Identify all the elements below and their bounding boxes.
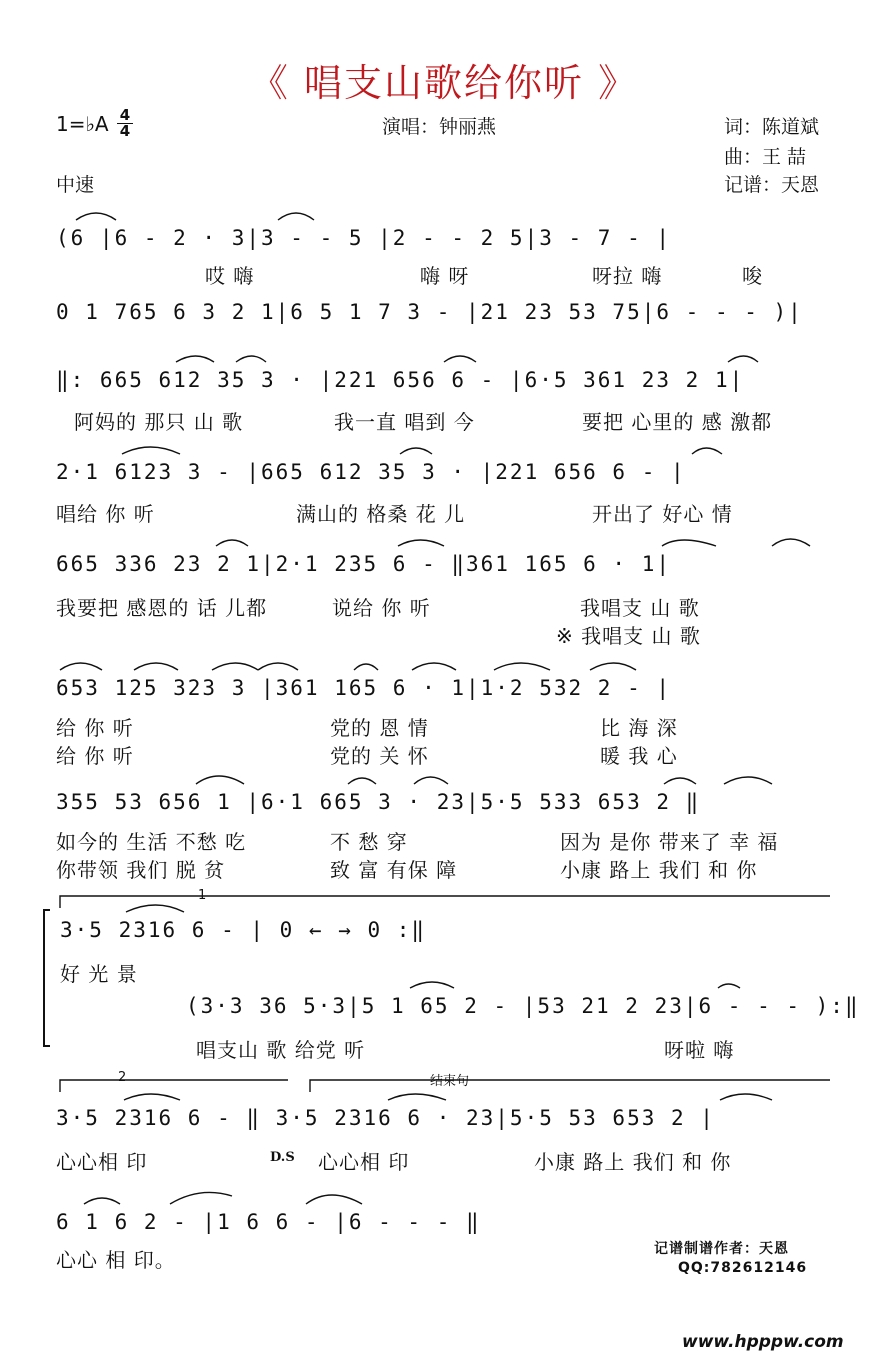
lyric-word: 唱支山 歌 给党 听	[196, 1038, 366, 1062]
slur-mark	[134, 663, 178, 670]
lyric-word: 我要把 感恩的 话 儿都	[56, 596, 268, 620]
slur-mark	[170, 1192, 232, 1204]
notation-line: 3·5 2316 6 - | 0 ← → 0 :‖	[60, 918, 427, 942]
slur-mark	[718, 984, 740, 988]
notation-line: 665 336 23 2 1|2·1 235 6 - ‖361 165 6 · 1|	[56, 552, 672, 576]
volta-bracket	[60, 896, 830, 908]
lyric-word: 给 你 听	[56, 716, 134, 740]
slur-mark	[278, 213, 314, 220]
lyric-word: 唆	[742, 264, 763, 288]
slur-mark	[414, 777, 448, 784]
lyric-word: 致 富 有保 障	[330, 858, 458, 882]
volta-1-number: 1	[198, 888, 207, 903]
notation-line: 3·5 2316 6 - ‖ 3·5 2316 6 · 23|5·5 53 653 2 |	[56, 1106, 715, 1130]
slur-mark	[412, 663, 456, 670]
slur-mark	[176, 356, 214, 362]
lyric-word: 嗨 呀	[420, 264, 470, 288]
lyric-word: 心心相 印	[318, 1150, 410, 1174]
slur-mark	[76, 213, 116, 220]
page-title: 《 唱支山歌给你听 》	[249, 61, 639, 105]
lyric-word: 党的 关 怀	[330, 744, 429, 768]
slur-mark	[664, 778, 696, 784]
lyric-word: 暖 我 心	[600, 744, 678, 768]
singer-credit: 演唱：钟丽燕	[382, 116, 497, 138]
tempo-marking: 中速	[56, 174, 95, 196]
lyric-word: 说给 你 听	[332, 596, 431, 620]
notation-line: ‖: 665 612 35 3 · |221 656 6 - |6·5 361 23 2 1|	[56, 368, 745, 392]
footer-qq: QQ:782612146	[678, 1260, 808, 1276]
slur-mark	[772, 539, 810, 546]
slur-mark	[662, 540, 716, 546]
lyric-word: 好 光 景	[60, 962, 138, 986]
slur-mark	[398, 540, 444, 546]
slur-mark	[122, 447, 180, 454]
slur-mark	[354, 664, 378, 670]
lyric-word: 党的 恩 情	[330, 716, 429, 740]
slur-mark	[692, 448, 722, 454]
transcriber-credit: 记谱：天恩	[724, 174, 820, 196]
lyric-word: 开出了 好心 情	[592, 502, 733, 526]
slur-mark	[724, 777, 772, 784]
lyric-word: 心心相 印	[56, 1150, 148, 1174]
lyric-word: 因为 是你 带来了 幸 福	[560, 830, 779, 854]
composer-credit: 曲：王 喆	[724, 146, 807, 168]
slur-mark	[590, 663, 636, 670]
volta-bracket	[60, 1080, 288, 1092]
time-signature-top: 4	[119, 106, 131, 124]
footer-website: www.hpppw.com	[682, 1332, 844, 1352]
lyric-word: 呀拉 嗨	[592, 264, 663, 288]
lyric-word: 比 海 深	[600, 716, 678, 740]
lyric-word: 满山的 格桑 花 儿	[296, 502, 466, 526]
notation-line: 2·1 6123 3 - |665 612 35 3 · |221 656 6 - |	[56, 460, 686, 484]
lyric-word: 小康 路上 我们 和 你	[534, 1150, 732, 1174]
volta-2-number: 2	[118, 1070, 127, 1085]
notation-line: 0 1 765 6 3 2 1|6 5 1 7 3 - |21 23 53 75|6 - - - )|	[56, 300, 803, 324]
volta-bracket	[310, 1080, 830, 1092]
slur-mark	[494, 663, 550, 670]
notation-line: 6 1 6 2 - |1 6 6 - |6 - - - ‖	[56, 1210, 481, 1234]
slur-mark	[60, 663, 102, 670]
slur-mark	[216, 540, 248, 546]
slur-mark	[196, 776, 244, 784]
lyric-word: 你带领 我们 脱 贫	[56, 858, 226, 882]
lyric-word: 心心 相 印。	[56, 1248, 176, 1272]
lyric-word: ※ 我唱支 山 歌	[556, 624, 701, 648]
lyric-word: 要把 心里的 感 激都	[582, 410, 773, 434]
notation-line: (3·3 36 5·3|5 1 65 2 - |53 21 2 23|6 - - - ):‖	[186, 994, 860, 1018]
slur-mark	[124, 1094, 180, 1100]
key-signature: 1=♭A	[56, 112, 109, 136]
slur-mark	[348, 778, 376, 784]
lyric-word: 我唱支 山 歌	[580, 596, 700, 620]
slur-mark	[126, 905, 184, 912]
slur-mark	[212, 663, 258, 670]
slur-mark	[306, 1195, 362, 1204]
footer-credit: 记谱制谱作者：天恩	[654, 1241, 789, 1257]
slur-mark	[258, 663, 298, 670]
lyric-word: 呀啦 嗨	[664, 1038, 735, 1062]
slur-mark	[84, 1198, 120, 1204]
notation-line: 355 53 656 1 |6·1 665 3 · 23|5·5 533 653 2 ‖	[56, 790, 701, 814]
slur-mark	[728, 356, 758, 362]
lyric-word: 我一直 唱到 今	[334, 410, 475, 434]
slur-mark	[236, 356, 266, 362]
time-signature-bottom: 4	[117, 123, 133, 139]
slur-mark	[410, 982, 454, 988]
lyric-word: 不 愁 穿	[330, 830, 408, 854]
lyric-word: 阿妈的 那只 山 歌	[74, 410, 244, 434]
slur-mark	[400, 448, 432, 454]
slur-mark	[444, 356, 476, 362]
repeat-bracket	[44, 910, 50, 1046]
notation-line: 653 125 323 3 |361 165 6 · 1|1·2 532 2 - |	[56, 676, 672, 700]
lyric-word: 给 你 听	[56, 744, 134, 768]
ds-marking: D.S	[270, 1150, 295, 1165]
slur-mark	[720, 1094, 772, 1100]
lyric-word: 哎 嗨	[205, 264, 255, 288]
slur-mark	[388, 1094, 446, 1100]
lyric-word: 如今的 生活 不愁 吃	[56, 830, 247, 854]
lyricist-credit: 词：陈道斌	[724, 116, 820, 138]
notation-line: (6 |6 - 2 · 3|3 - - 5 |2 - - 2 5|3 - 7 - |	[56, 226, 672, 250]
lyric-word: 小康 路上 我们 和 你	[560, 858, 758, 882]
ending-label: 结束句	[430, 1074, 470, 1089]
lyric-word: 唱给 你 听	[56, 502, 155, 526]
